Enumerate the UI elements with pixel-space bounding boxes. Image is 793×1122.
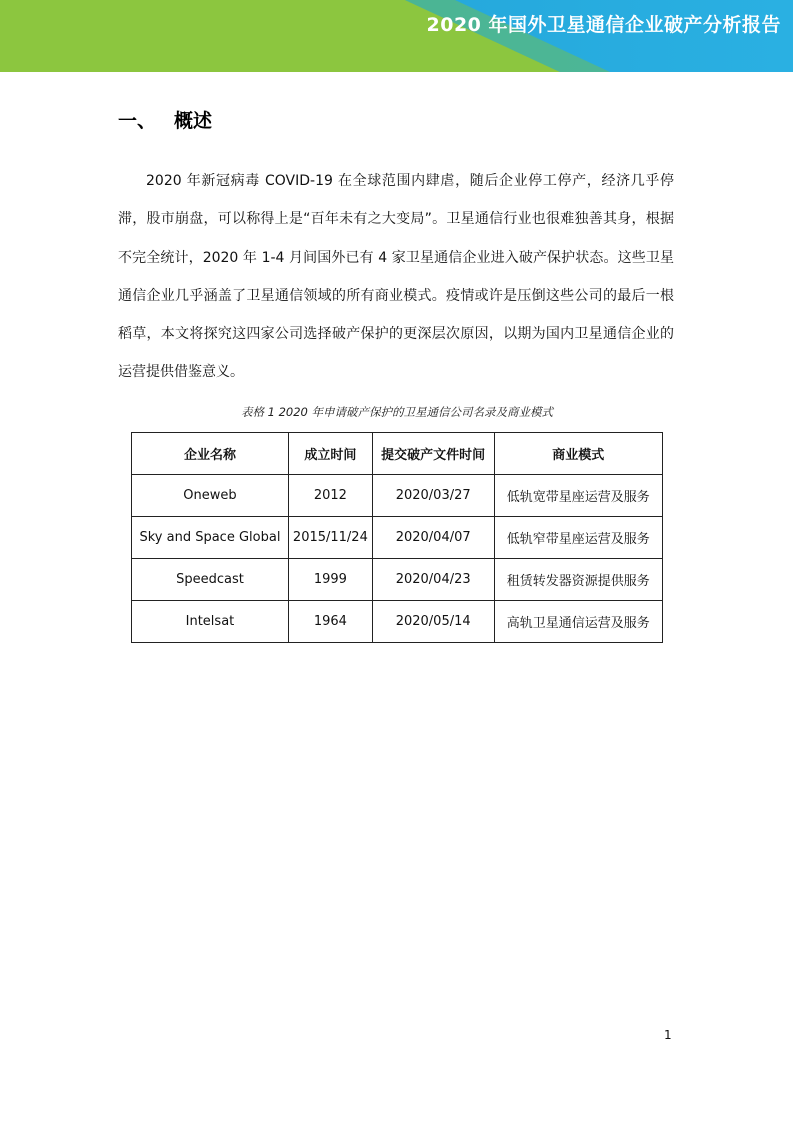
cell-business-model: 低轨窄带星座运营及服务 — [494, 517, 662, 559]
section-number: 一、 — [118, 110, 157, 132]
table-header-row — [132, 433, 663, 475]
table-row — [132, 475, 663, 517]
cell-company: Intelsat — [132, 601, 289, 643]
cell-filing-date: 2020/05/14 — [372, 601, 494, 643]
cell-founded: 1999 — [288, 559, 372, 601]
header-company-name: 企业名称 — [132, 433, 289, 475]
cell-founded: 2015/11/24 — [288, 517, 372, 559]
section-title: 概述 — [174, 110, 213, 132]
cell-business-model: 高轨卫星通信运营及服务 — [494, 601, 662, 643]
table-row — [132, 559, 663, 601]
cell-filing-date: 2020/03/27 — [372, 475, 494, 517]
header-founded: 成立时间 — [288, 433, 372, 475]
header-banner — [0, 0, 793, 72]
cell-business-model: 租赁转发器资源提供服务 — [494, 559, 662, 601]
cell-founded: 1964 — [288, 601, 372, 643]
company-table — [131, 432, 663, 643]
cell-filing-date: 2020/04/07 — [372, 517, 494, 559]
table-row — [132, 517, 663, 559]
table-row — [132, 601, 663, 643]
report-title: 2020 年国外卫星通信企业破产分析报告 — [426, 14, 781, 36]
cell-company: Sky and Space Global — [132, 517, 289, 559]
body-paragraph: 2020 年新冠病毒 COVID-19 在全球范围内肆虐，随后企业停工停产，经济几乎停滞，股市崩盘，可以称得上是“百年未有之大变局”。卫星通信行业也很难独善其身，根据不完全统计，2020 年 1-4 月间国外已有 4 家卫星通信企业进入破产保护状态。这些卫星通信企业几乎涵盖了卫星通信领域的所有商业模式。疫情或许是压倒这些公司的最后一根稻草，本文将探究这四家公司选择破产保护的更深层次原因，以期为国内卫星通信企业的运营提供借鉴意义。 — [118, 173, 674, 381]
cell-business-model: 低轨宽带星座运营及服务 — [494, 475, 662, 517]
table-caption: 表格 1 2020 年申请破产保护的卫星通信公司名录及商业模式 — [240, 405, 554, 419]
section-heading — [118, 106, 212, 133]
page-number: 1 — [664, 1028, 672, 1042]
cell-company: Speedcast — [132, 559, 289, 601]
cell-founded: 2012 — [288, 475, 372, 517]
cell-filing-date: 2020/04/23 — [372, 559, 494, 601]
header-filing-date: 提交破产文件时间 — [372, 433, 494, 475]
cell-company: Oneweb — [132, 475, 289, 517]
header-business-model: 商业模式 — [494, 433, 662, 475]
